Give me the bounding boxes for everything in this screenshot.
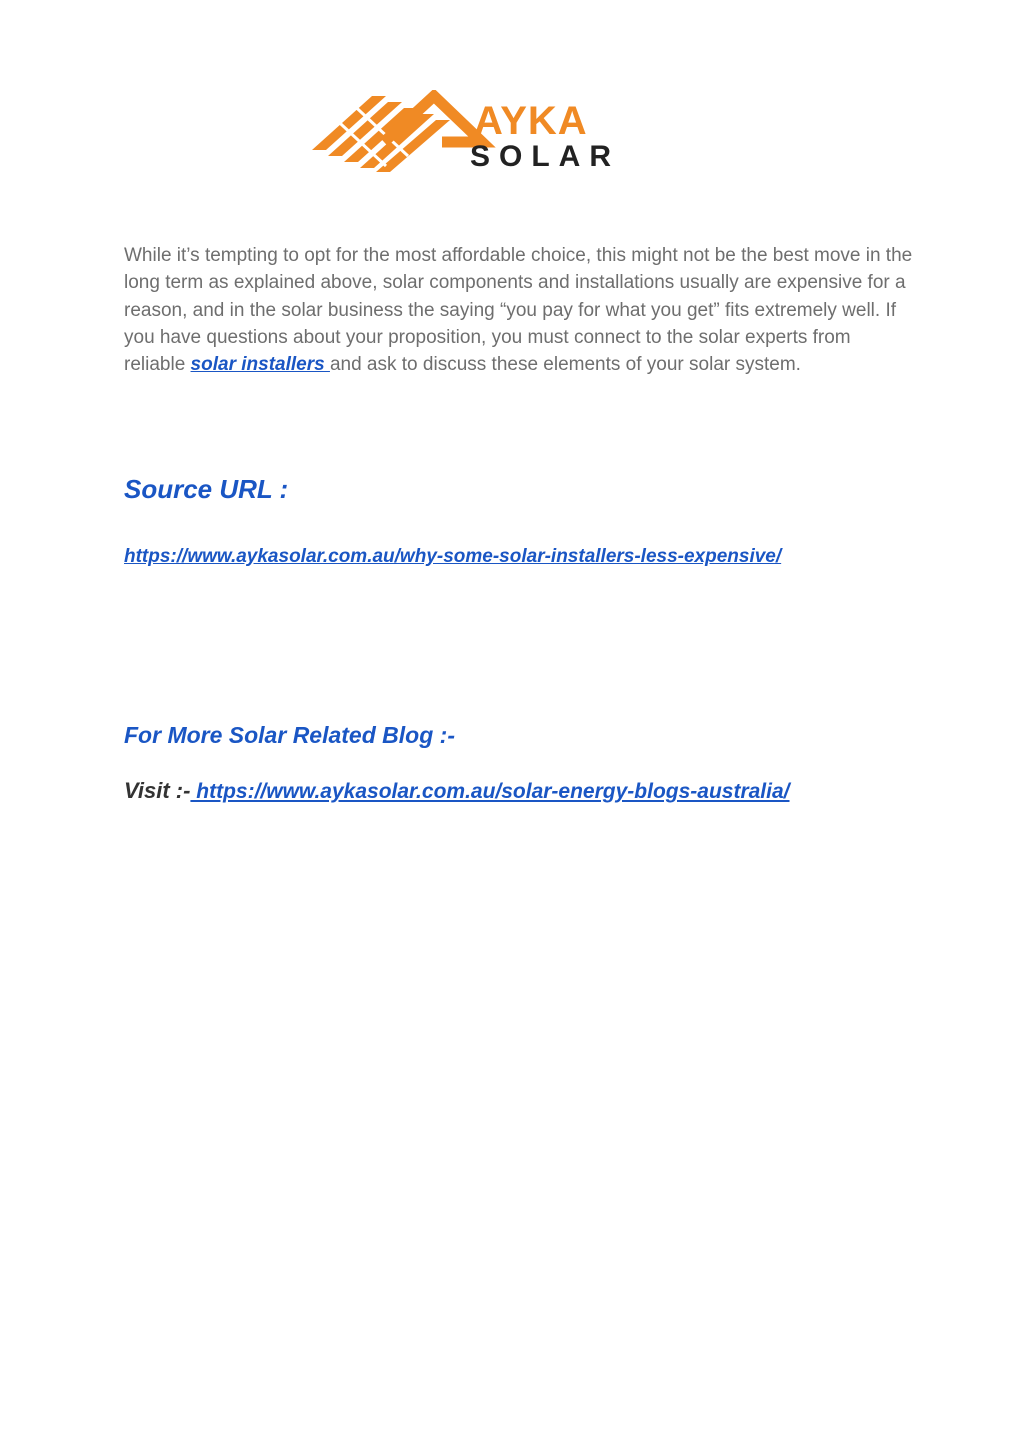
more-blog-heading: For More Solar Related Blog :-	[124, 722, 455, 748]
body-paragraph	[124, 242, 914, 378]
visit-label: Visit :-	[124, 778, 191, 803]
ayka-solar-logo	[312, 90, 660, 172]
source-url-heading: Source URL :	[124, 474, 289, 504]
brand-name-top: AYKA	[474, 99, 588, 143]
solar-installers-link[interactable]: solar installers	[190, 354, 330, 376]
source-url-link[interactable]: https://www.aykasolar.com.au/why-some-solar-installers-less-expensive/	[124, 546, 782, 567]
paragraph-text-start: While it’s tempting to opt for the most affordable choice, this might not be the best move in the long term as explained above, solar components and installations usually are expensive for a reason, and in the solar business the saying “you pay for what you get” fits extremely well. If you have questions about your proposition, you must connect to the solar experts from reliable	[124, 245, 913, 376]
brand-name-bottom: SOLAR	[470, 140, 620, 172]
blog-url-link[interactable]: https://www.aykasolar.com.au/solar-energy-blogs-australia/	[190, 780, 790, 803]
paragraph-text-end: and ask to discuss these elements of your solar system.	[329, 354, 801, 376]
visit-line	[124, 778, 790, 804]
